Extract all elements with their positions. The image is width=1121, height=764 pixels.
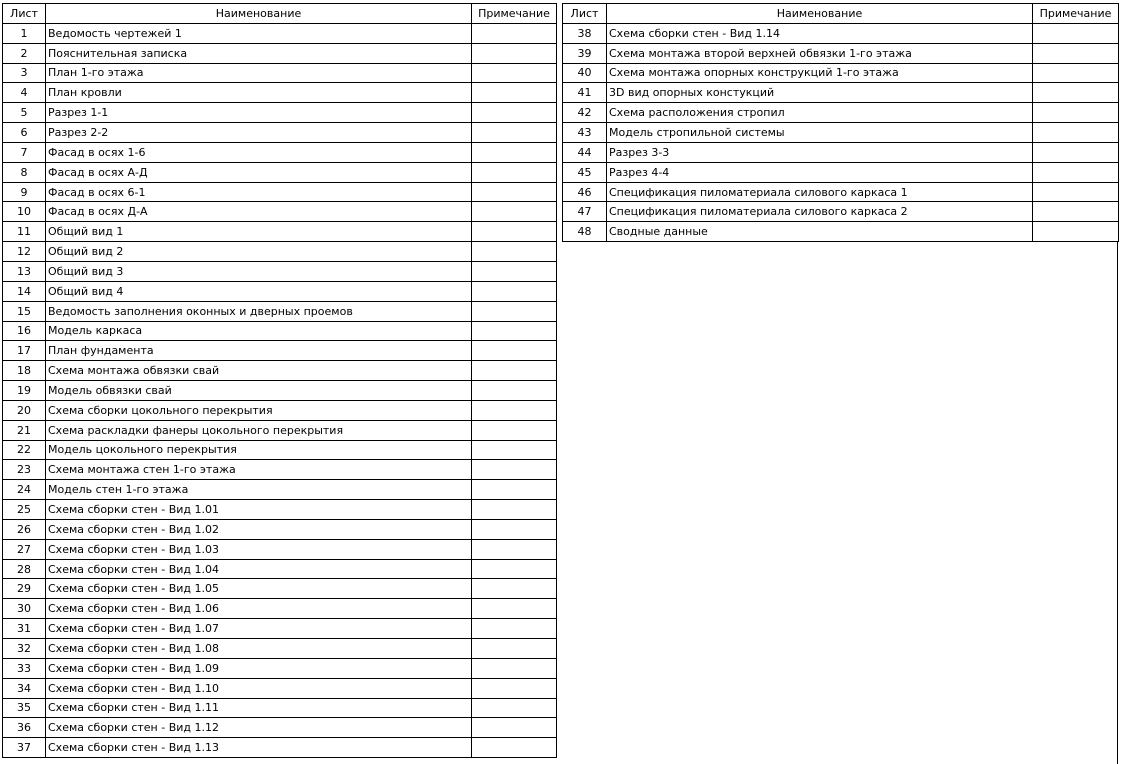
- sheet-name-cell: Схема монтажа стен 1-го этажа: [46, 460, 472, 480]
- sheet-name-cell: Ведомость заполнения оконных и дверных проемов: [46, 301, 472, 321]
- table-row: [563, 202, 1119, 222]
- sheet-note-cell: [472, 559, 557, 579]
- sheet-note-cell: [472, 162, 557, 182]
- sheet-number-cell: 32: [3, 639, 46, 659]
- sheet-number-cell: 4: [3, 83, 46, 103]
- page-border-line: [1117, 242, 1118, 764]
- sheet-name-cell: Схема сборки стен - Вид 1.02: [46, 519, 472, 539]
- sheet-number-cell: 33: [3, 658, 46, 678]
- sheet-note-cell: [472, 579, 557, 599]
- sheet-note-cell: [472, 718, 557, 738]
- table-row: [3, 579, 557, 599]
- sheet-number-cell: 27: [3, 539, 46, 559]
- table-row: [3, 142, 557, 162]
- sheet-number-cell: 36: [3, 718, 46, 738]
- sheet-number-cell: 12: [3, 242, 46, 262]
- sheet-note-cell: [1033, 23, 1119, 43]
- sheet-name-cell: План фундамента: [46, 341, 472, 361]
- sheet-number-cell: 39: [563, 43, 607, 63]
- sheet-name-cell: Схема сборки стен - Вид 1.13: [46, 738, 472, 758]
- sheet-name-cell: Фасад в осях 1-6: [46, 142, 472, 162]
- sheet-note-cell: [472, 500, 557, 520]
- sheet-number-cell: 44: [563, 142, 607, 162]
- sheet-number-cell: 13: [3, 261, 46, 281]
- table-row: [3, 738, 557, 758]
- sheet-name-cell: Спецификация пиломатериала силового каркаса 1: [607, 182, 1033, 202]
- table-row: [563, 63, 1119, 83]
- sheet-name-cell: Схема сборки стен - Вид 1.06: [46, 599, 472, 619]
- table-row: [3, 281, 557, 301]
- table-row: [3, 222, 557, 242]
- table-row: [3, 519, 557, 539]
- sheet-number-cell: 30: [3, 599, 46, 619]
- sheet-name-cell: Схема сборки стен - Вид 1.04: [46, 559, 472, 579]
- sheet-name-cell: Схема сборки цокольного перекрытия: [46, 400, 472, 420]
- table-row: [3, 23, 557, 43]
- table-row: [563, 23, 1119, 43]
- sheet-name-cell: Спецификация пиломатериала силового каркаса 2: [607, 202, 1033, 222]
- sheet-number-cell: 48: [563, 222, 607, 242]
- sheet-number-cell: 43: [563, 123, 607, 143]
- sheet-number-cell: 35: [3, 698, 46, 718]
- sheet-number-cell: 3: [3, 63, 46, 83]
- sheet-number-cell: 21: [3, 420, 46, 440]
- sheet-number-cell: 17: [3, 341, 46, 361]
- table-row: [3, 420, 557, 440]
- sheet-note-cell: [472, 599, 557, 619]
- table-row: [3, 559, 557, 579]
- sheet-note-cell: [1033, 63, 1119, 83]
- table-row: [3, 381, 557, 401]
- table-header-row: [3, 4, 557, 24]
- table-row: [563, 182, 1119, 202]
- table-row: [3, 123, 557, 143]
- table-row: [3, 678, 557, 698]
- sheet-name-cell: Схема сборки стен - Вид 1.09: [46, 658, 472, 678]
- sheet-number-cell: 26: [3, 519, 46, 539]
- table-row: [563, 103, 1119, 123]
- table-row: [3, 639, 557, 659]
- sheet-name-cell: Схема расположения стропил: [607, 103, 1033, 123]
- column-header-sheet: Лист: [3, 4, 46, 24]
- table-row: [3, 539, 557, 559]
- sheet-number-cell: 8: [3, 162, 46, 182]
- table-row: [3, 460, 557, 480]
- sheet-note-cell: [1033, 83, 1119, 103]
- sheet-name-cell: Общий вид 2: [46, 242, 472, 262]
- table-row: [3, 321, 557, 341]
- sheet-number-cell: 23: [3, 460, 46, 480]
- table-row: [563, 142, 1119, 162]
- table-row: [563, 162, 1119, 182]
- sheet-note-cell: [1033, 202, 1119, 222]
- sheet-note-cell: [472, 678, 557, 698]
- table-row: [3, 400, 557, 420]
- sheet-number-cell: 5: [3, 103, 46, 123]
- sheet-note-cell: [472, 301, 557, 321]
- sheet-name-cell: Схема монтажа обвязки свай: [46, 361, 472, 381]
- sheet-note-cell: [1033, 182, 1119, 202]
- sheet-note-cell: [472, 202, 557, 222]
- sheet-note-cell: [472, 242, 557, 262]
- table-row: [3, 341, 557, 361]
- sheet-name-cell: Схема сборки стен - Вид 1.10: [46, 678, 472, 698]
- sheet-note-cell: [472, 341, 557, 361]
- sheet-note-cell: [472, 480, 557, 500]
- sheet-number-cell: 22: [3, 440, 46, 460]
- sheet-number-cell: 24: [3, 480, 46, 500]
- sheet-name-cell: План кровли: [46, 83, 472, 103]
- sheet-number-cell: 2: [3, 43, 46, 63]
- sheet-number-cell: 38: [563, 23, 607, 43]
- sheet-name-cell: Сводные данные: [607, 222, 1033, 242]
- sheet-note-cell: [472, 43, 557, 63]
- sheet-number-cell: 7: [3, 142, 46, 162]
- sheet-note-cell: [472, 361, 557, 381]
- sheet-note-cell: [1033, 162, 1119, 182]
- sheet-name-cell: Общий вид 1: [46, 222, 472, 242]
- sheet-name-cell: Разрез 3-3: [607, 142, 1033, 162]
- sheet-number-cell: 47: [563, 202, 607, 222]
- sheet-note-cell: [472, 381, 557, 401]
- table-row: [3, 242, 557, 262]
- sheet-note-cell: [472, 539, 557, 559]
- sheet-name-cell: Схема сборки стен - Вид 1.14: [607, 23, 1033, 43]
- sheet-note-cell: [472, 63, 557, 83]
- sheet-number-cell: 41: [563, 83, 607, 103]
- sheet-number-cell: 31: [3, 619, 46, 639]
- sheet-name-cell: Схема монтажа второй верхней обвязки 1-го этажа: [607, 43, 1033, 63]
- sheet-number-cell: 10: [3, 202, 46, 222]
- drawing-list-table-right: [562, 3, 1119, 242]
- sheet-name-cell: Фасад в осях А-Д: [46, 162, 472, 182]
- sheet-note-cell: [472, 658, 557, 678]
- sheet-number-cell: 34: [3, 678, 46, 698]
- sheet-number-cell: 37: [3, 738, 46, 758]
- sheet-name-cell: Модель обвязки свай: [46, 381, 472, 401]
- column-header-note: Примечание: [1033, 4, 1119, 24]
- sheet-note-cell: [472, 619, 557, 639]
- sheet-note-cell: [472, 738, 557, 758]
- sheet-note-cell: [1033, 123, 1119, 143]
- sheet-name-cell: Модель стен 1-го этажа: [46, 480, 472, 500]
- sheet-note-cell: [472, 400, 557, 420]
- table-row: [3, 182, 557, 202]
- sheet-name-cell: Разрез 2-2: [46, 123, 472, 143]
- table-row: [563, 222, 1119, 242]
- table-row: [3, 698, 557, 718]
- column-header-name: Наименование: [46, 4, 472, 24]
- table-body-left: [3, 23, 557, 757]
- sheet-number-cell: 19: [3, 381, 46, 401]
- sheet-note-cell: [472, 222, 557, 242]
- sheet-number-cell: 6: [3, 123, 46, 143]
- table-row: [3, 718, 557, 738]
- table-row: [3, 599, 557, 619]
- sheet-name-cell: Общий вид 3: [46, 261, 472, 281]
- sheet-name-cell: План 1-го этажа: [46, 63, 472, 83]
- sheet-name-cell: Общий вид 4: [46, 281, 472, 301]
- sheet-name-cell: Модель стропильной системы: [607, 123, 1033, 143]
- sheet-number-cell: 11: [3, 222, 46, 242]
- table-row: [563, 43, 1119, 63]
- table-row: [3, 361, 557, 381]
- sheet-number-cell: 14: [3, 281, 46, 301]
- sheet-name-cell: 3D вид опорных констукций: [607, 83, 1033, 103]
- table-row: [3, 500, 557, 520]
- sheet-name-cell: Разрез 4-4: [607, 162, 1033, 182]
- sheet-name-cell: Схема сборки стен - Вид 1.07: [46, 619, 472, 639]
- sheet-note-cell: [472, 142, 557, 162]
- sheet-name-cell: Схема сборки стен - Вид 1.01: [46, 500, 472, 520]
- sheet-note-cell: [472, 103, 557, 123]
- column-header-note: Примечание: [472, 4, 557, 24]
- table-row: [3, 301, 557, 321]
- table-row: [563, 83, 1119, 103]
- sheet-name-cell: Схема сборки стен - Вид 1.05: [46, 579, 472, 599]
- sheet-number-cell: 46: [563, 182, 607, 202]
- table-row: [3, 440, 557, 460]
- table-header-row: [563, 4, 1119, 24]
- sheet-number-cell: 29: [3, 579, 46, 599]
- drawing-list-table-left: [2, 3, 557, 758]
- sheet-note-cell: [472, 321, 557, 341]
- sheet-name-cell: Модель каркаса: [46, 321, 472, 341]
- table-row: [3, 162, 557, 182]
- sheet-note-cell: [472, 639, 557, 659]
- column-header-sheet: Лист: [563, 4, 607, 24]
- table-row: [3, 83, 557, 103]
- table-row: [3, 261, 557, 281]
- sheet-name-cell: Модель цокольного перекрытия: [46, 440, 472, 460]
- sheet-note-cell: [472, 281, 557, 301]
- sheet-note-cell: [472, 460, 557, 480]
- sheet-note-cell: [472, 440, 557, 460]
- table-row: [3, 63, 557, 83]
- column-header-name: Наименование: [607, 4, 1033, 24]
- table-row: [3, 619, 557, 639]
- sheet-name-cell: Фасад в осях 6-1: [46, 182, 472, 202]
- sheet-note-cell: [1033, 103, 1119, 123]
- sheet-note-cell: [472, 23, 557, 43]
- sheet-name-cell: Ведомость чертежей 1: [46, 23, 472, 43]
- sheet-note-cell: [472, 519, 557, 539]
- table-row: [563, 123, 1119, 143]
- sheet-note-cell: [472, 698, 557, 718]
- table-row: [3, 43, 557, 63]
- sheet-number-cell: 1: [3, 23, 46, 43]
- sheet-number-cell: 18: [3, 361, 46, 381]
- sheet-name-cell: Фасад в осях Д-А: [46, 202, 472, 222]
- sheet-note-cell: [472, 420, 557, 440]
- sheet-name-cell: Схема сборки стен - Вид 1.11: [46, 698, 472, 718]
- sheet-note-cell: [472, 83, 557, 103]
- sheet-number-cell: 42: [563, 103, 607, 123]
- sheet-number-cell: 40: [563, 63, 607, 83]
- sheet-name-cell: Схема сборки стен - Вид 1.12: [46, 718, 472, 738]
- sheet-note-cell: [472, 182, 557, 202]
- table-body-right: [563, 23, 1119, 241]
- sheet-number-cell: 45: [563, 162, 607, 182]
- table-row: [3, 103, 557, 123]
- sheet-name-cell: Схема монтажа опорных конструкций 1-го этажа: [607, 63, 1033, 83]
- sheet-number-cell: 25: [3, 500, 46, 520]
- sheet-name-cell: Разрез 1-1: [46, 103, 472, 123]
- table-row: [3, 480, 557, 500]
- sheet-number-cell: 9: [3, 182, 46, 202]
- sheet-number-cell: 15: [3, 301, 46, 321]
- table-row: [3, 658, 557, 678]
- sheet-note-cell: [472, 261, 557, 281]
- sheet-name-cell: Схема сборки стен - Вид 1.08: [46, 639, 472, 659]
- sheet-name-cell: Схема сборки стен - Вид 1.03: [46, 539, 472, 559]
- sheet-name-cell: Схема раскладки фанеры цокольного перекрытия: [46, 420, 472, 440]
- sheet-name-cell: Пояснительная записка: [46, 43, 472, 63]
- sheet-number-cell: 28: [3, 559, 46, 579]
- sheet-number-cell: 16: [3, 321, 46, 341]
- sheet-note-cell: [1033, 43, 1119, 63]
- table-row: [3, 202, 557, 222]
- sheet-note-cell: [1033, 222, 1119, 242]
- sheet-note-cell: [472, 123, 557, 143]
- sheet-note-cell: [1033, 142, 1119, 162]
- sheet-number-cell: 20: [3, 400, 46, 420]
